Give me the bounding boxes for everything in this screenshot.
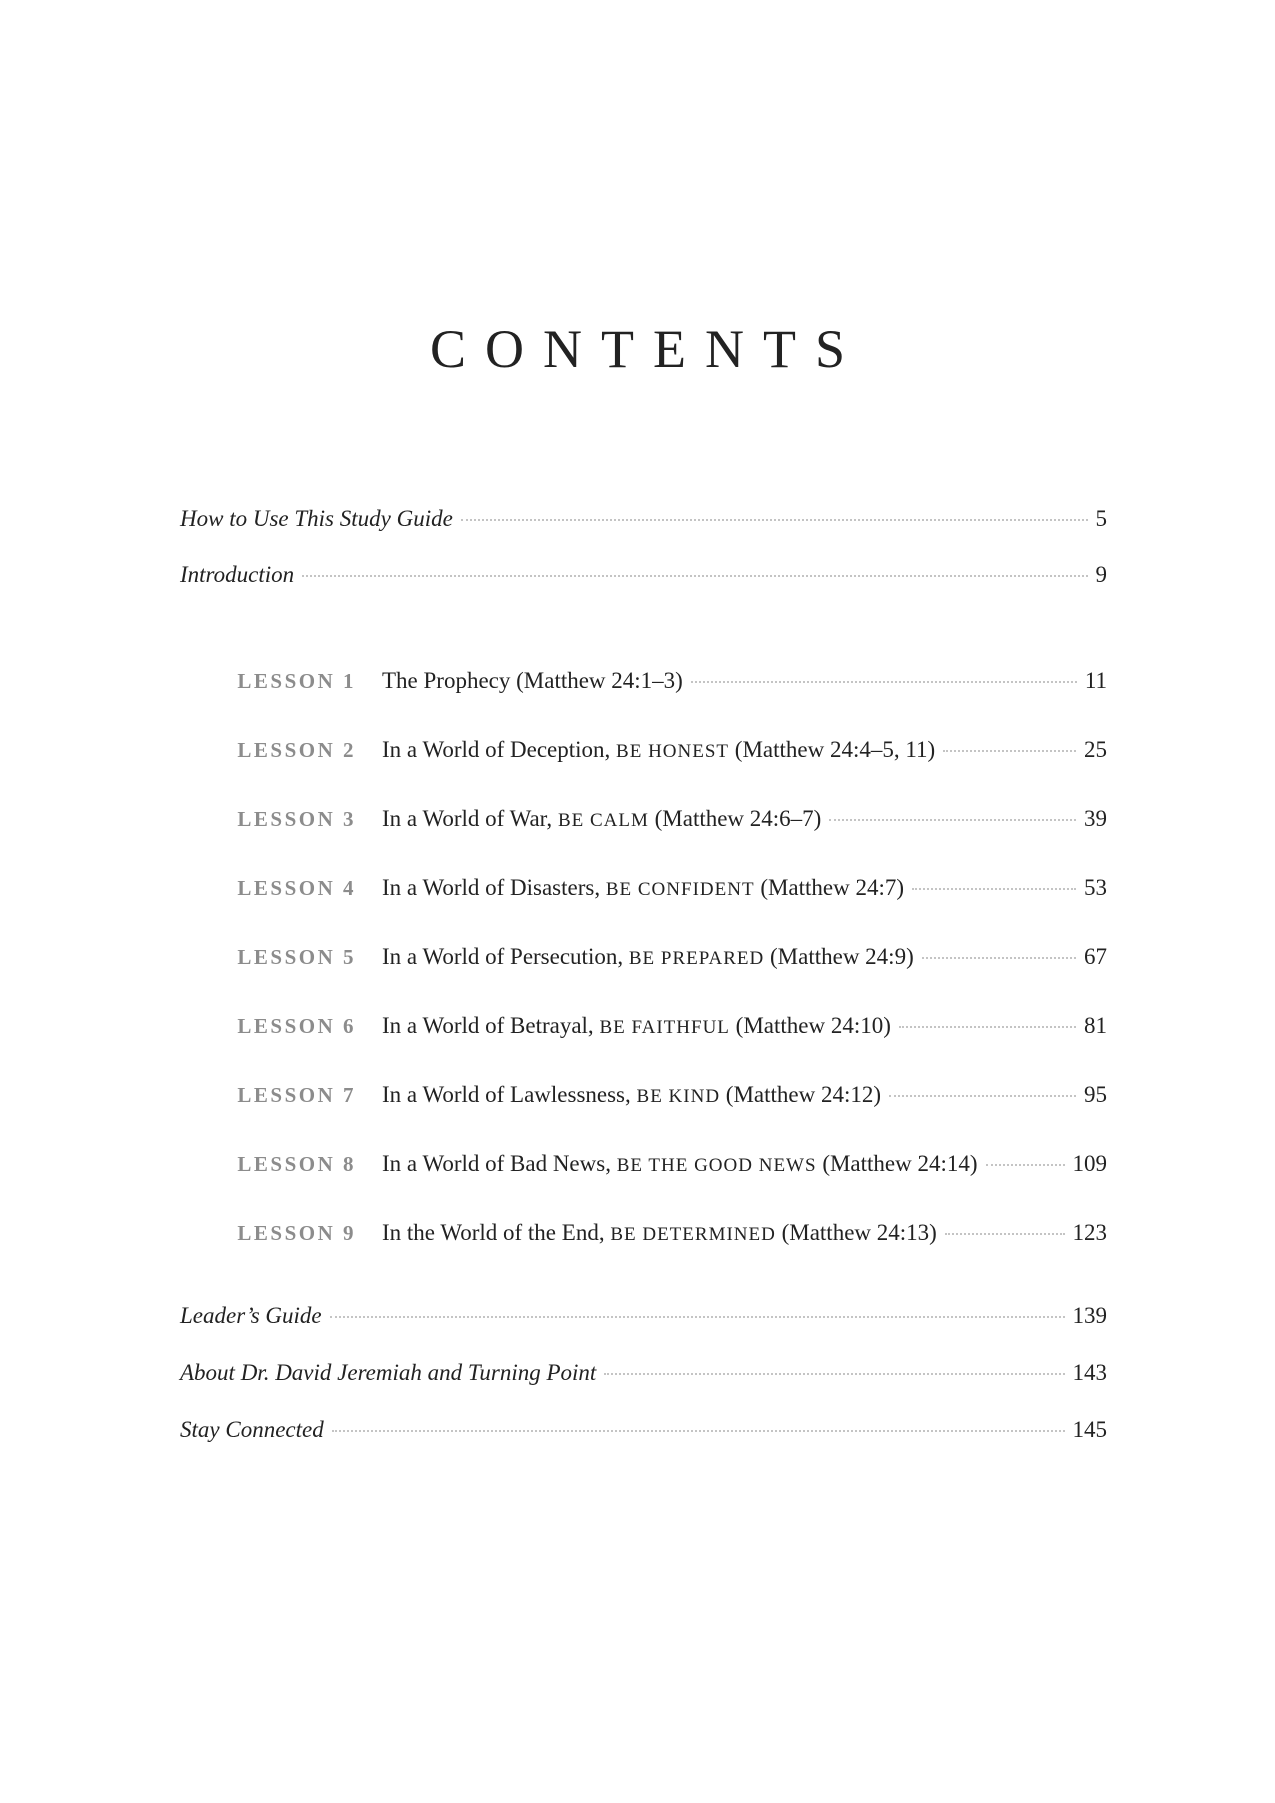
lesson-title: In a World of Persecution, BE PREPARED (Matthew 24:9) [382, 944, 914, 969]
lesson-label: LESSON 8 [237, 1152, 356, 1176]
toc-page-number: 39 [1084, 806, 1107, 831]
toc-page-number: 139 [1072, 1303, 1107, 1328]
toc-entry-leaders-guide[interactable] [180, 1301, 1107, 1331]
lesson-label: LESSON 1 [237, 669, 356, 693]
lesson-title: In a World of Lawlessness, BE KIND (Matthew 24:12) [382, 1082, 882, 1107]
toc-entry-lesson-5[interactable] [225, 942, 1107, 972]
toc-entry-how-to-use[interactable] [180, 504, 1107, 534]
toc-entry-lesson-1[interactable] [225, 666, 1107, 696]
toc-page-number: 9 [1095, 562, 1107, 587]
dot-leader [943, 750, 1076, 752]
dot-leader [332, 1430, 1065, 1432]
toc-page-number: 145 [1072, 1417, 1107, 1442]
toc-page-number: 143 [1072, 1360, 1107, 1385]
dot-leader [829, 819, 1076, 821]
toc-page-number: 25 [1084, 737, 1107, 762]
toc-page-number: 109 [1072, 1151, 1107, 1176]
toc-entry-lesson-8[interactable] [225, 1149, 1107, 1179]
dot-leader [945, 1233, 1065, 1235]
toc-entry-lesson-6[interactable] [225, 1011, 1107, 1041]
lesson-label: LESSON 6 [237, 1014, 356, 1038]
page-title: CONTENTS [430, 319, 864, 379]
dot-leader [330, 1316, 1065, 1318]
dot-leader [912, 888, 1076, 890]
lesson-title: In the World of the End, BE DETERMINED (Matthew 24:13) [382, 1220, 937, 1245]
dot-leader [691, 681, 1077, 683]
dot-leader [899, 1026, 1076, 1028]
toc-entry-lesson-7[interactable] [225, 1080, 1107, 1110]
toc-entry-title: Introduction [180, 562, 295, 587]
toc-entry-introduction[interactable] [180, 560, 1107, 590]
lesson-label: LESSON 5 [237, 945, 356, 969]
dot-leader [461, 519, 1088, 521]
toc-page-number: 53 [1084, 875, 1107, 900]
lesson-label: LESSON 9 [237, 1221, 356, 1245]
toc-entry-about-author[interactable] [180, 1358, 1107, 1388]
lesson-title: In a World of Betrayal, BE FAITHFUL (Matthew 24:10) [382, 1013, 891, 1038]
lesson-title: In a World of Disasters, BE CONFIDENT (Matthew 24:7) [382, 875, 905, 900]
lesson-label: LESSON 3 [237, 807, 356, 831]
dot-leader [922, 957, 1076, 959]
toc-entry-lesson-2[interactable] [225, 735, 1107, 765]
toc-entry-lesson-3[interactable] [225, 804, 1107, 834]
lesson-label: LESSON 2 [237, 738, 356, 762]
toc-entry-title: Leader’s Guide [180, 1303, 322, 1328]
toc-entry-stay-connected[interactable] [180, 1415, 1107, 1445]
lesson-title: The Prophecy (Matthew 24:1–3) [382, 668, 683, 693]
dot-leader [889, 1095, 1076, 1097]
toc-entry-lesson-4[interactable] [225, 873, 1107, 903]
lesson-label: LESSON 4 [237, 876, 356, 900]
toc-entry-title: Stay Connected [180, 1417, 324, 1442]
toc-page-number: 11 [1084, 668, 1107, 693]
dot-leader [302, 575, 1087, 577]
toc-entry-lesson-9[interactable] [225, 1218, 1107, 1248]
toc-entry-title: About Dr. David Jeremiah and Turning Point [180, 1360, 597, 1385]
lesson-label: LESSON 7 [237, 1083, 356, 1107]
toc-page-number: 67 [1084, 944, 1107, 969]
toc-page-number: 95 [1084, 1082, 1107, 1107]
lesson-title: In a World of Bad News, BE THE GOOD NEWS (Matthew 24:14) [382, 1151, 978, 1176]
lesson-title: In a World of War, BE CALM (Matthew 24:6–7) [382, 806, 822, 831]
toc-page-number: 5 [1095, 506, 1107, 531]
dot-leader [986, 1164, 1065, 1166]
toc-page-number: 81 [1084, 1013, 1107, 1038]
toc-page-number: 123 [1072, 1220, 1107, 1245]
toc-entry-title: How to Use This Study Guide [180, 506, 453, 531]
lesson-title: In a World of Deception, BE HONEST (Matthew 24:4–5, 11) [382, 737, 936, 762]
dot-leader [604, 1373, 1064, 1375]
